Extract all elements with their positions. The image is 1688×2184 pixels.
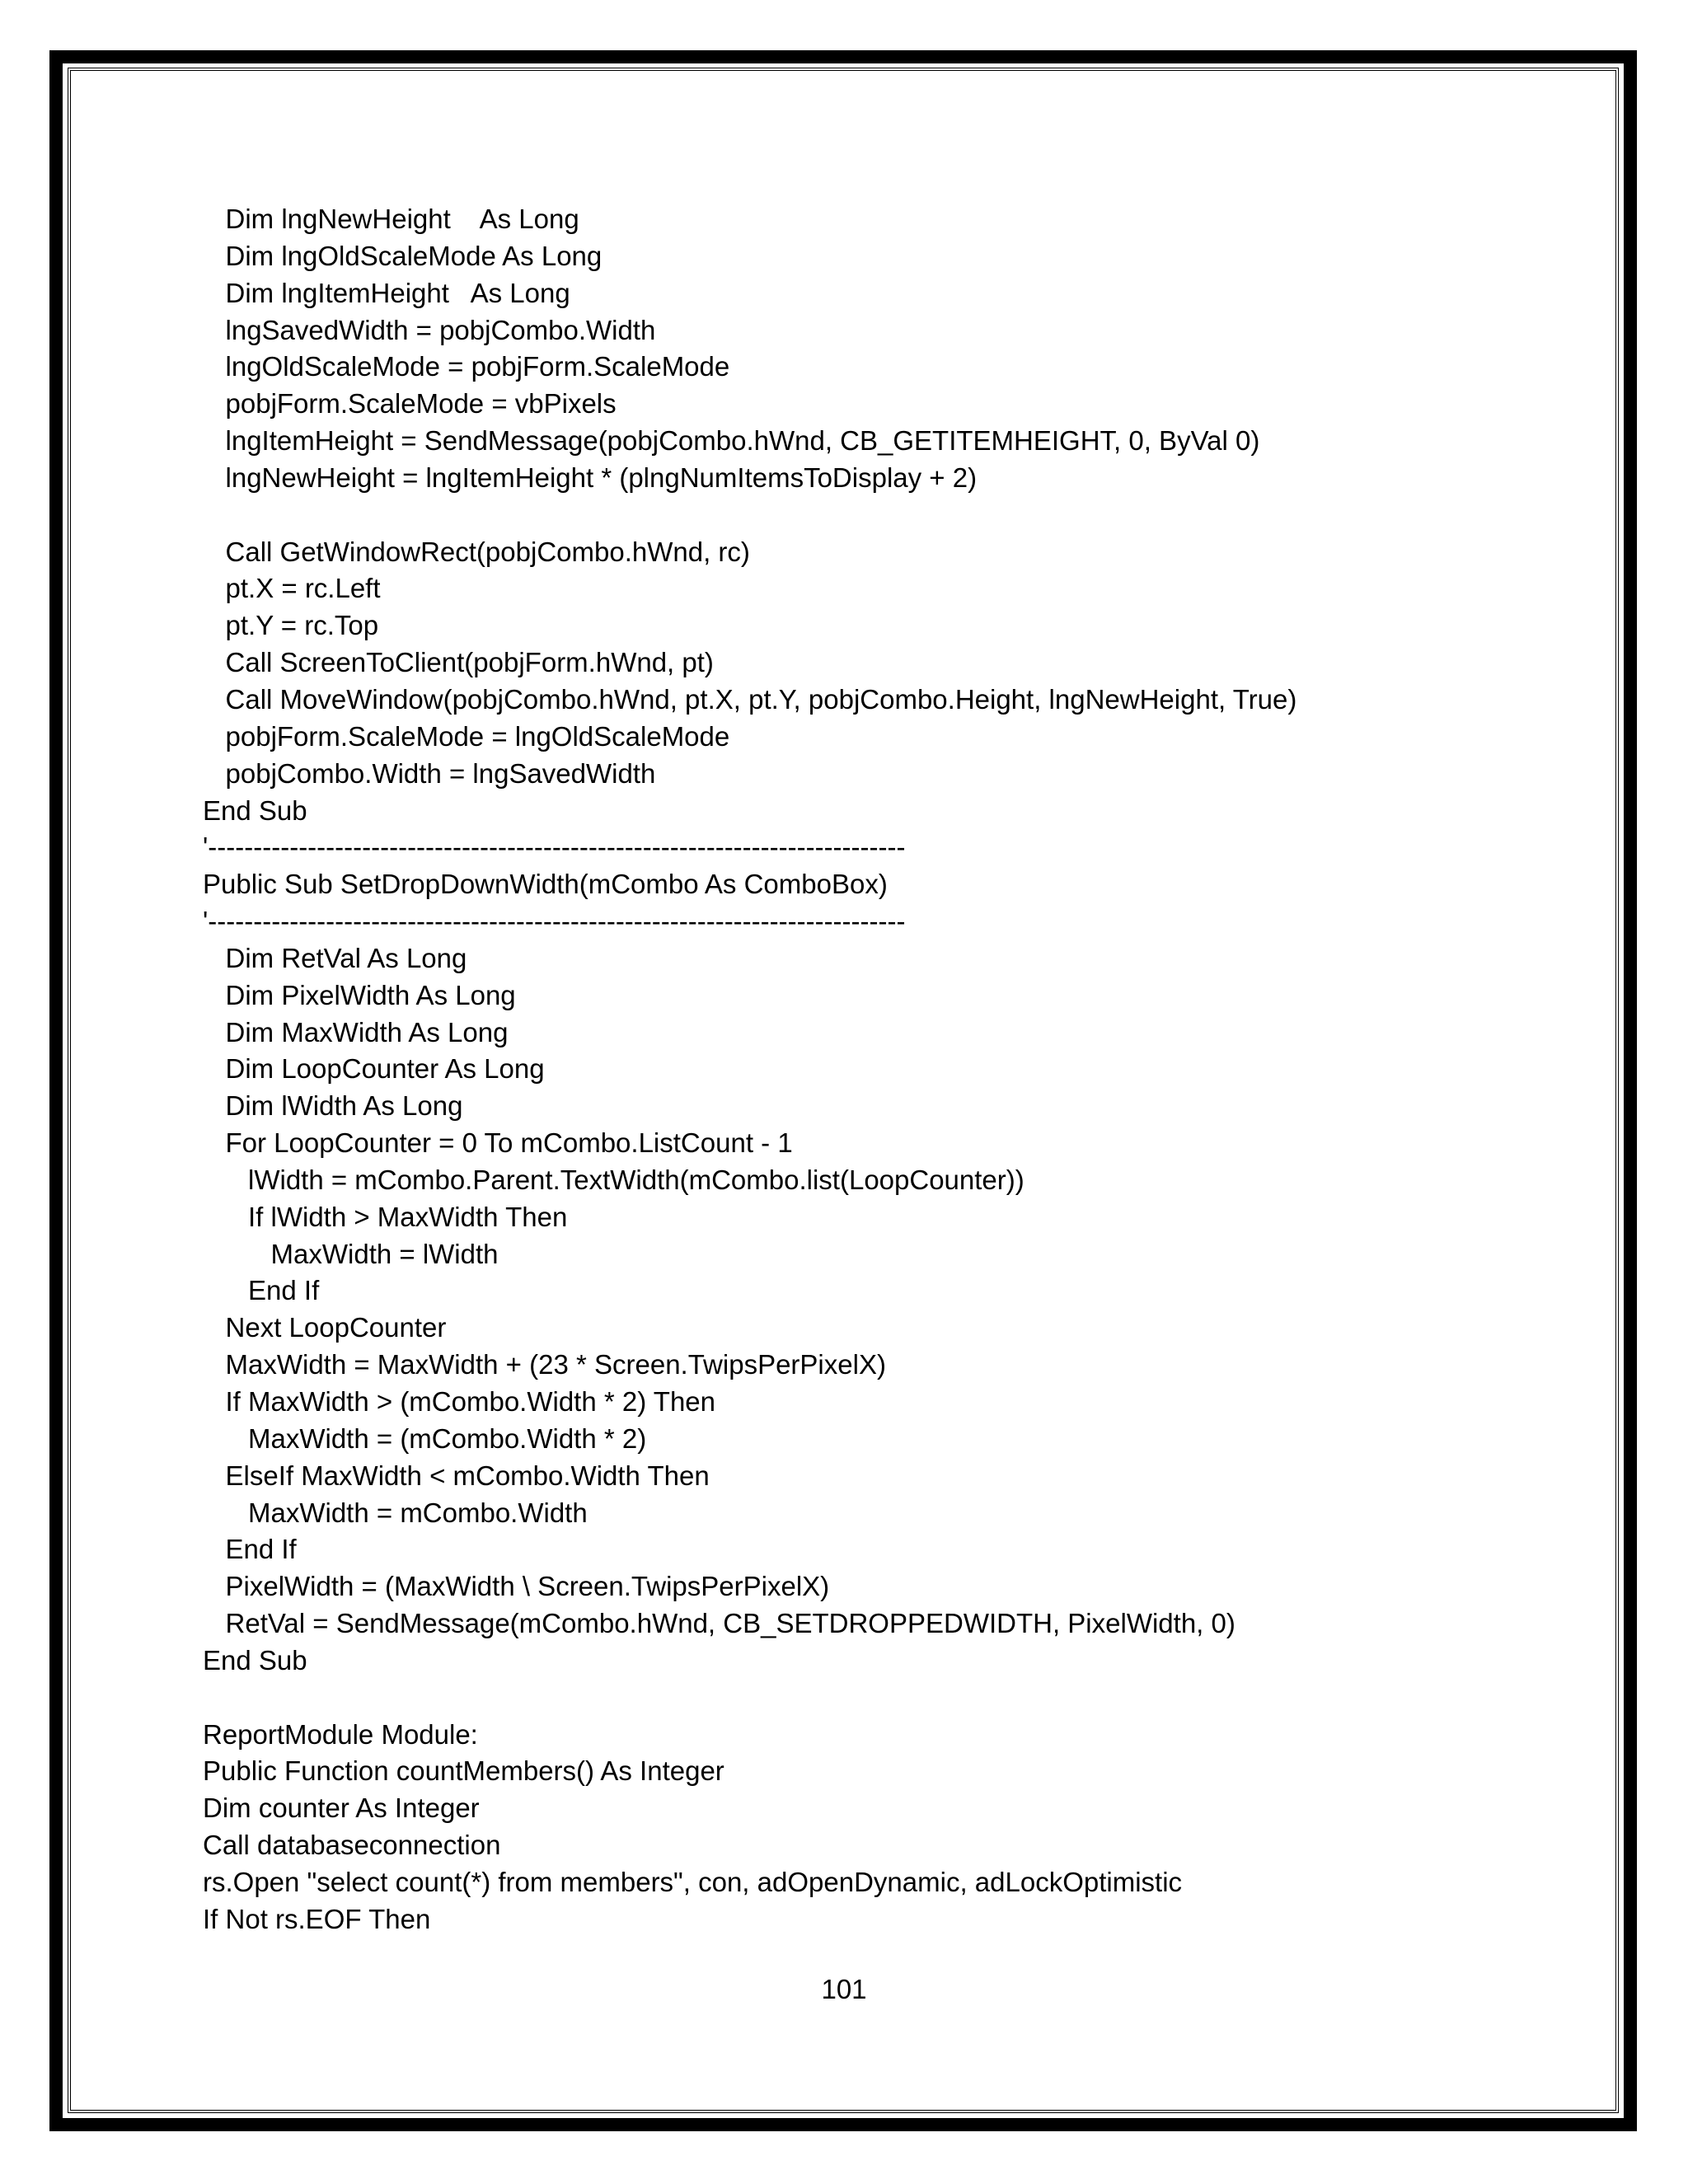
code-line: For LoopCounter = 0 To mCombo.ListCount - 1 [203,1127,793,1159]
code-line: lngItemHeight = SendMessage(pobjCombo.hWnd, CB_GETITEMHEIGHT, 0, ByVal 0) [203,425,1260,457]
code-line: pt.X = rc.Left [203,573,381,604]
code-line: MaxWidth = mCombo.Width [203,1497,588,1528]
code-line: MaxWidth = (mCombo.Width * 2) [203,1422,647,1454]
code-line: PixelWidth = (MaxWidth \ Screen.TwipsPerPixelX) [203,1571,830,1602]
code-line: Call MoveWindow(pobjCombo.hWnd, pt.X, pt.Y, pobjCombo.Height, lngNewHeight, True) [203,683,1297,715]
blank-line [203,497,1489,534]
code-line: End Sub [203,1644,307,1675]
page-number: 101 [821,1974,867,2004]
code-line: Dim MaxWidth As Long [203,1016,509,1047]
code-line: If Not rs.EOF Then [203,1903,431,1934]
code-line: Call ScreenToClient(pobjForm.hWnd, pt) [203,647,714,678]
code-line: Dim lngOldScaleMode As Long [203,240,603,271]
comment-separator: '----------------------------------------------------------------------------- [203,906,906,937]
blank-line [203,1680,1489,1717]
code-line: Dim RetVal As Long [203,942,467,973]
code-listing [203,201,1489,1938]
code-line: Dim lWidth As Long [203,1090,463,1122]
code-line: RetVal = SendMessage(mCombo.hWnd, CB_SETDROPPEDWIDTH, PixelWidth, 0) [203,1608,1236,1639]
code-line: Dim PixelWidth As Long [203,979,516,1010]
code-line: pobjCombo.Width = lngSavedWidth [203,757,656,789]
code-line: End If [203,1275,320,1306]
code-line: Dim lngItemHeight As Long [203,277,570,308]
module-heading: ReportModule Module: [203,1718,478,1750]
code-line: pt.Y = rc.Top [203,610,379,641]
code-line: Dim counter As Integer [203,1793,480,1824]
code-line: Dim lngNewHeight As Long [203,204,579,234]
code-line: Call GetWindowRect(pobjCombo.hWnd, rc) [203,536,750,567]
code-line: End Sub [203,794,307,826]
code-line: rs.Open "select count(*) from members", con, adOpenDynamic, adLockOptimistic [203,1866,1183,1897]
comment-separator: '----------------------------------------------------------------------------- [203,832,906,863]
code-line: lWidth = mCombo.Parent.TextWidth(mCombo.list(LoopCounter)) [203,1164,1025,1195]
code-line: Call databaseconnection [203,1830,501,1861]
code-line: MaxWidth = lWidth [203,1238,499,1269]
code-line: If lWidth > MaxWidth Then [203,1201,568,1232]
code-line: Dim LoopCounter As Long [203,1053,545,1085]
code-line: lngNewHeight = lngItemHeight * (plngNumItemsToDisplay + 2) [203,462,978,493]
code-line: lngOldScaleMode = pobjForm.ScaleMode [203,351,730,382]
code-line: lngSavedWidth = pobjCombo.Width [203,314,656,345]
code-line: End If [203,1534,297,1565]
code-line: pobjForm.ScaleMode = lngOldScaleMode [203,720,730,752]
code-line: ElseIf MaxWidth < mCombo.Width Then [203,1460,710,1491]
code-line: Public Function countMembers() As Integer [203,1755,724,1787]
code-line: pobjForm.ScaleMode = vbPixels [203,388,617,419]
code-line: If MaxWidth > (mCombo.Width * 2) Then [203,1386,716,1417]
code-line: MaxWidth = MaxWidth + (23 * Screen.TwipsPerPixelX) [203,1349,886,1380]
code-line: Public Sub SetDropDownWidth(mCombo As ComboBox) [203,869,888,900]
code-line: Next LoopCounter [203,1312,447,1343]
